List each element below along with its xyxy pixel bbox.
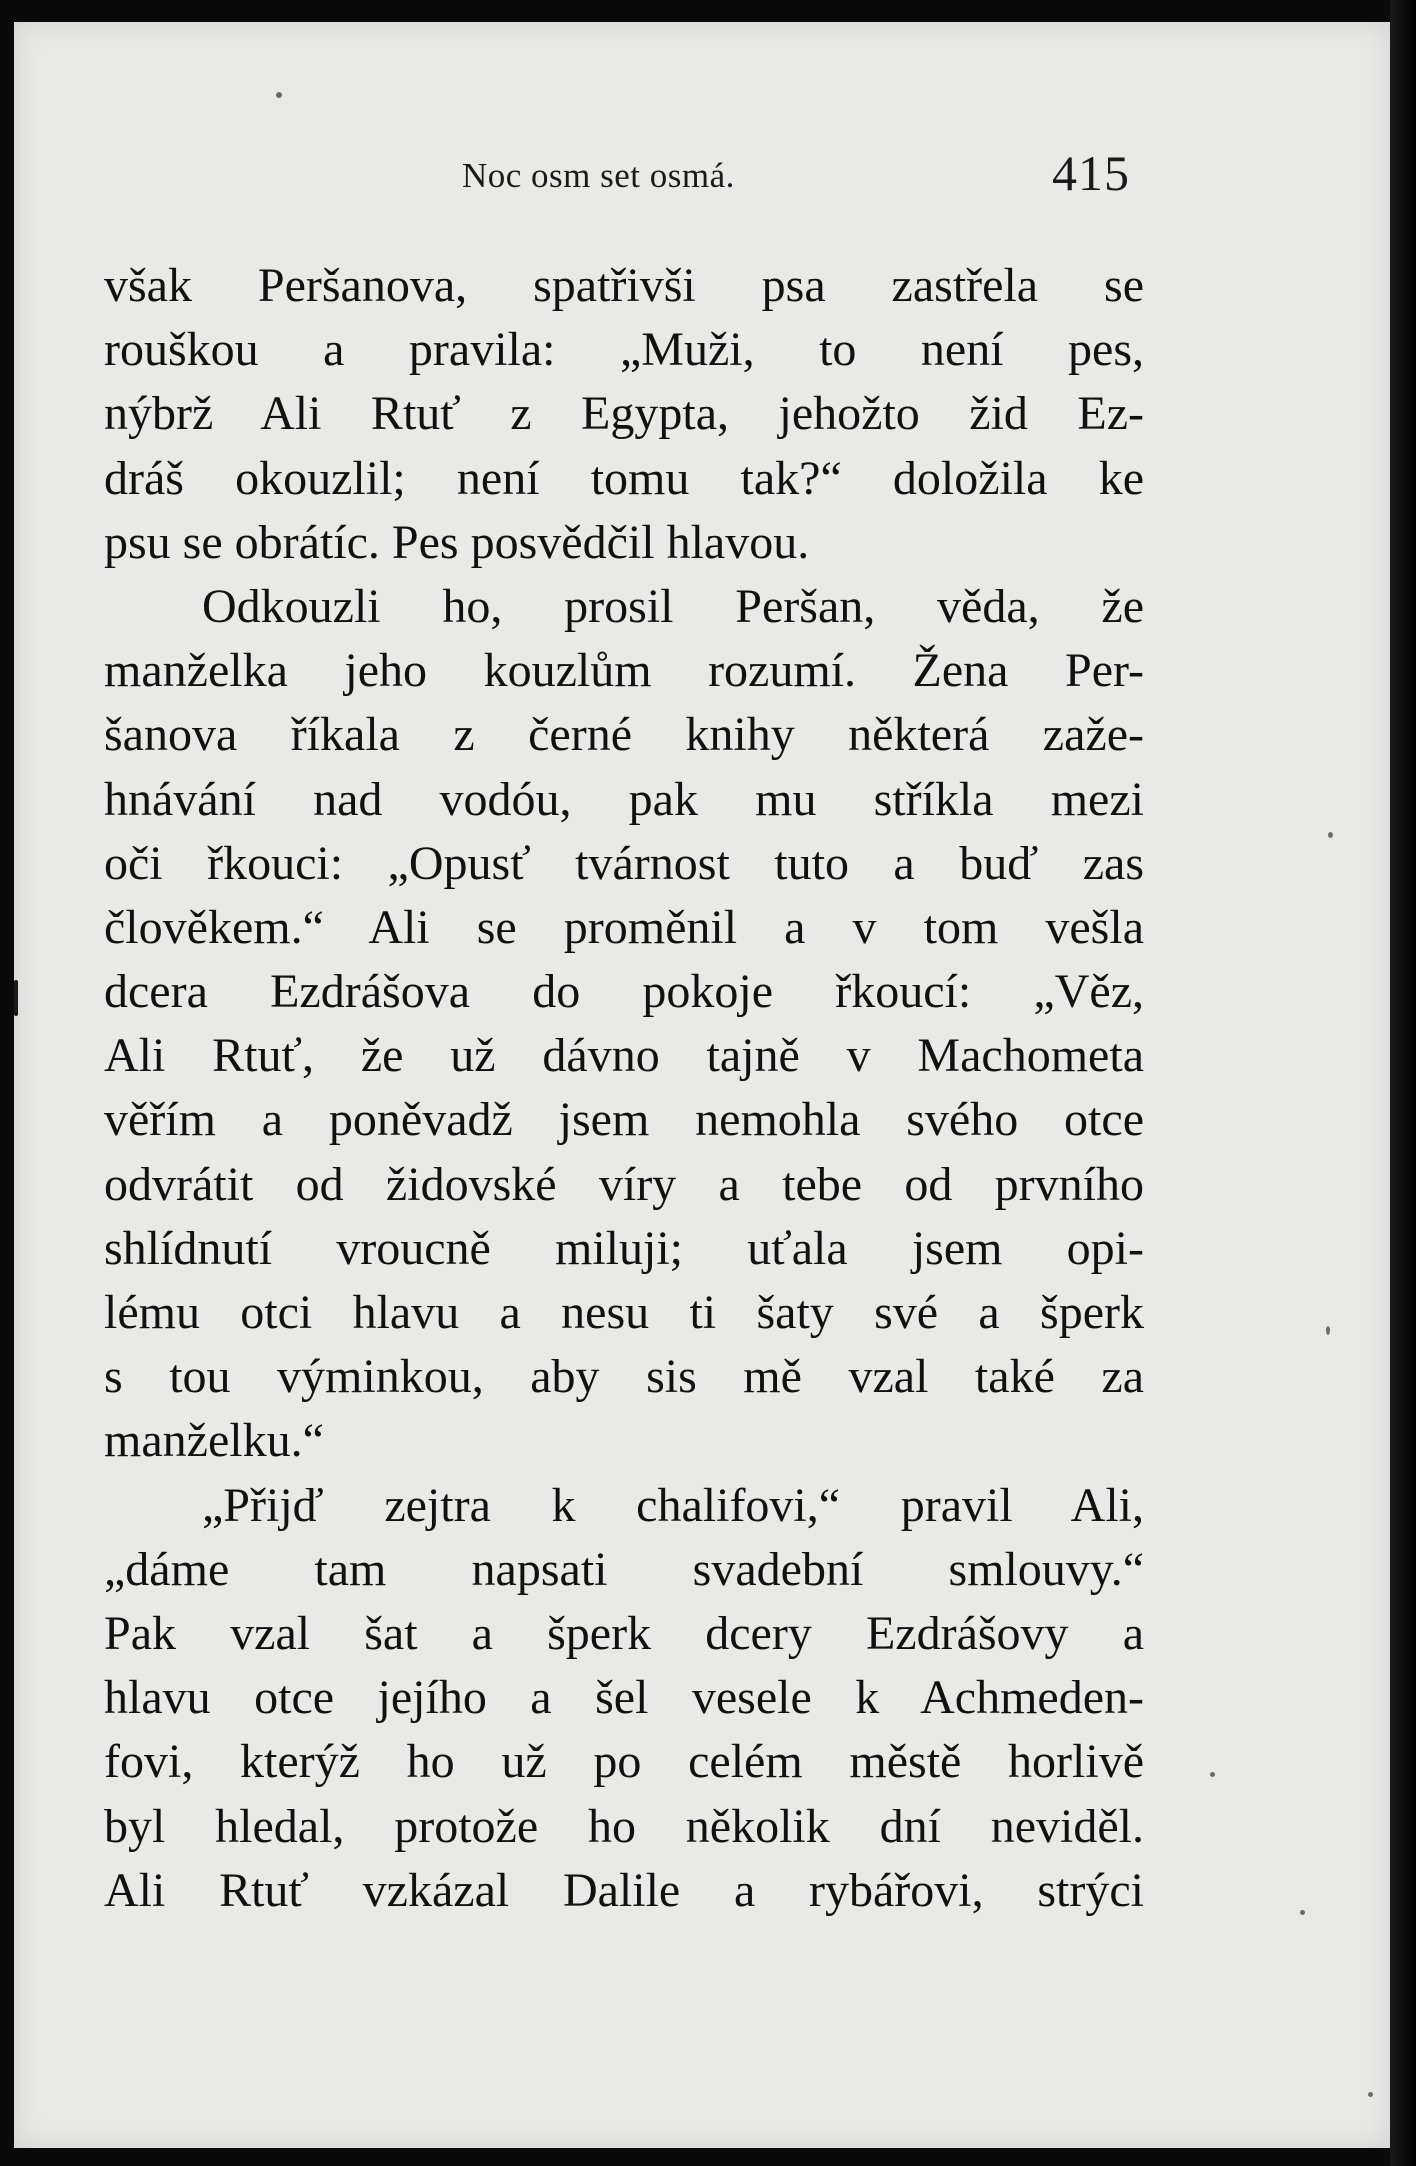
text-line: odvrátit od židovské víry a tebe od prvního bbox=[104, 1157, 1144, 1211]
text-line: hlavu otce jejího a šel vesele k Achmeden- bbox=[104, 1671, 1144, 1725]
paper-speck bbox=[276, 92, 282, 98]
running-title: Noc osm set osmá. bbox=[462, 156, 735, 195]
text-line: dráš okouzlil; není tomu tak?“ doložila ke bbox=[104, 451, 1144, 505]
text-line: dcera Ezdrášova do pokoje řkoucí: „Věz, bbox=[104, 965, 1144, 1019]
page-header bbox=[0, 145, 1416, 210]
text-line: však Peršanova, spatřivši psa zastřela se bbox=[104, 259, 1144, 312]
text-line: „dáme tam napsati svadební smlouvy.“ bbox=[104, 1542, 1144, 1596]
paper-speck bbox=[1328, 832, 1333, 838]
page-edge-shadow bbox=[1390, 0, 1416, 2166]
text-line: nýbrž Ali Rtuť z Egypta, jehožto žid Ez- bbox=[104, 387, 1144, 441]
text-line: psu se obrátíc. Pes posvědčil hlavou. bbox=[104, 515, 810, 569]
text-line: fovi, kterýž ho už po celém městě horlivě bbox=[104, 1735, 1144, 1789]
text-line: „Přijď zejtra k chalifovi,“ pravil Ali, bbox=[202, 1478, 1144, 1532]
page-number: 415 bbox=[1052, 145, 1130, 201]
text-line: manželku.“ bbox=[104, 1414, 324, 1468]
text-line: manželka jeho kouzlům rozumí. Žena Per- bbox=[104, 644, 1144, 698]
paper-speck bbox=[1326, 1326, 1330, 1335]
paper-speck bbox=[1300, 1910, 1305, 1915]
text-line: s tou výminkou, aby sis mě vzal také za bbox=[104, 1350, 1144, 1404]
text-line: věřím a poněvadž jsem nemohla svého otce bbox=[104, 1093, 1144, 1147]
paper-speck bbox=[1210, 1772, 1215, 1777]
text-line: hnávání nad vodóu, pak mu stříkla mezi bbox=[104, 772, 1144, 826]
text-line: rouškou a pravila: „Muži, to není pes, bbox=[104, 323, 1144, 377]
text-line: šanova říkala z černé knihy některá zaže- bbox=[104, 708, 1144, 762]
text-line: lému otci hlavu a nesu ti šaty své a šperk bbox=[104, 1286, 1144, 1339]
body-text bbox=[104, 254, 1144, 1923]
text-line: Odkouzli ho, prosil Peršan, věda, že bbox=[202, 579, 1144, 633]
text-line: Pak vzal šat a šperk dcery Ezdrášovy a bbox=[104, 1606, 1144, 1660]
text-line: člověkem.“ Ali se proměnil a v tom vešla bbox=[104, 900, 1144, 954]
text-line: Ali Rtuť, že už dávno tajně v Machometa bbox=[104, 1029, 1144, 1083]
text-line: Ali Rtuť vzkázal Dalile a rybářovi, strýci bbox=[104, 1863, 1144, 1917]
text-line: byl hledal, protože ho několik dní neviděl. bbox=[104, 1799, 1144, 1853]
paper-speck bbox=[14, 980, 18, 1016]
text-line: oči řkouci: „Opusť tvárnost tuto a buď zas bbox=[104, 836, 1144, 890]
paper-speck bbox=[1368, 2092, 1373, 2097]
text-line: shlídnutí vroucně miluji; uťala jsem opi- bbox=[104, 1221, 1144, 1275]
